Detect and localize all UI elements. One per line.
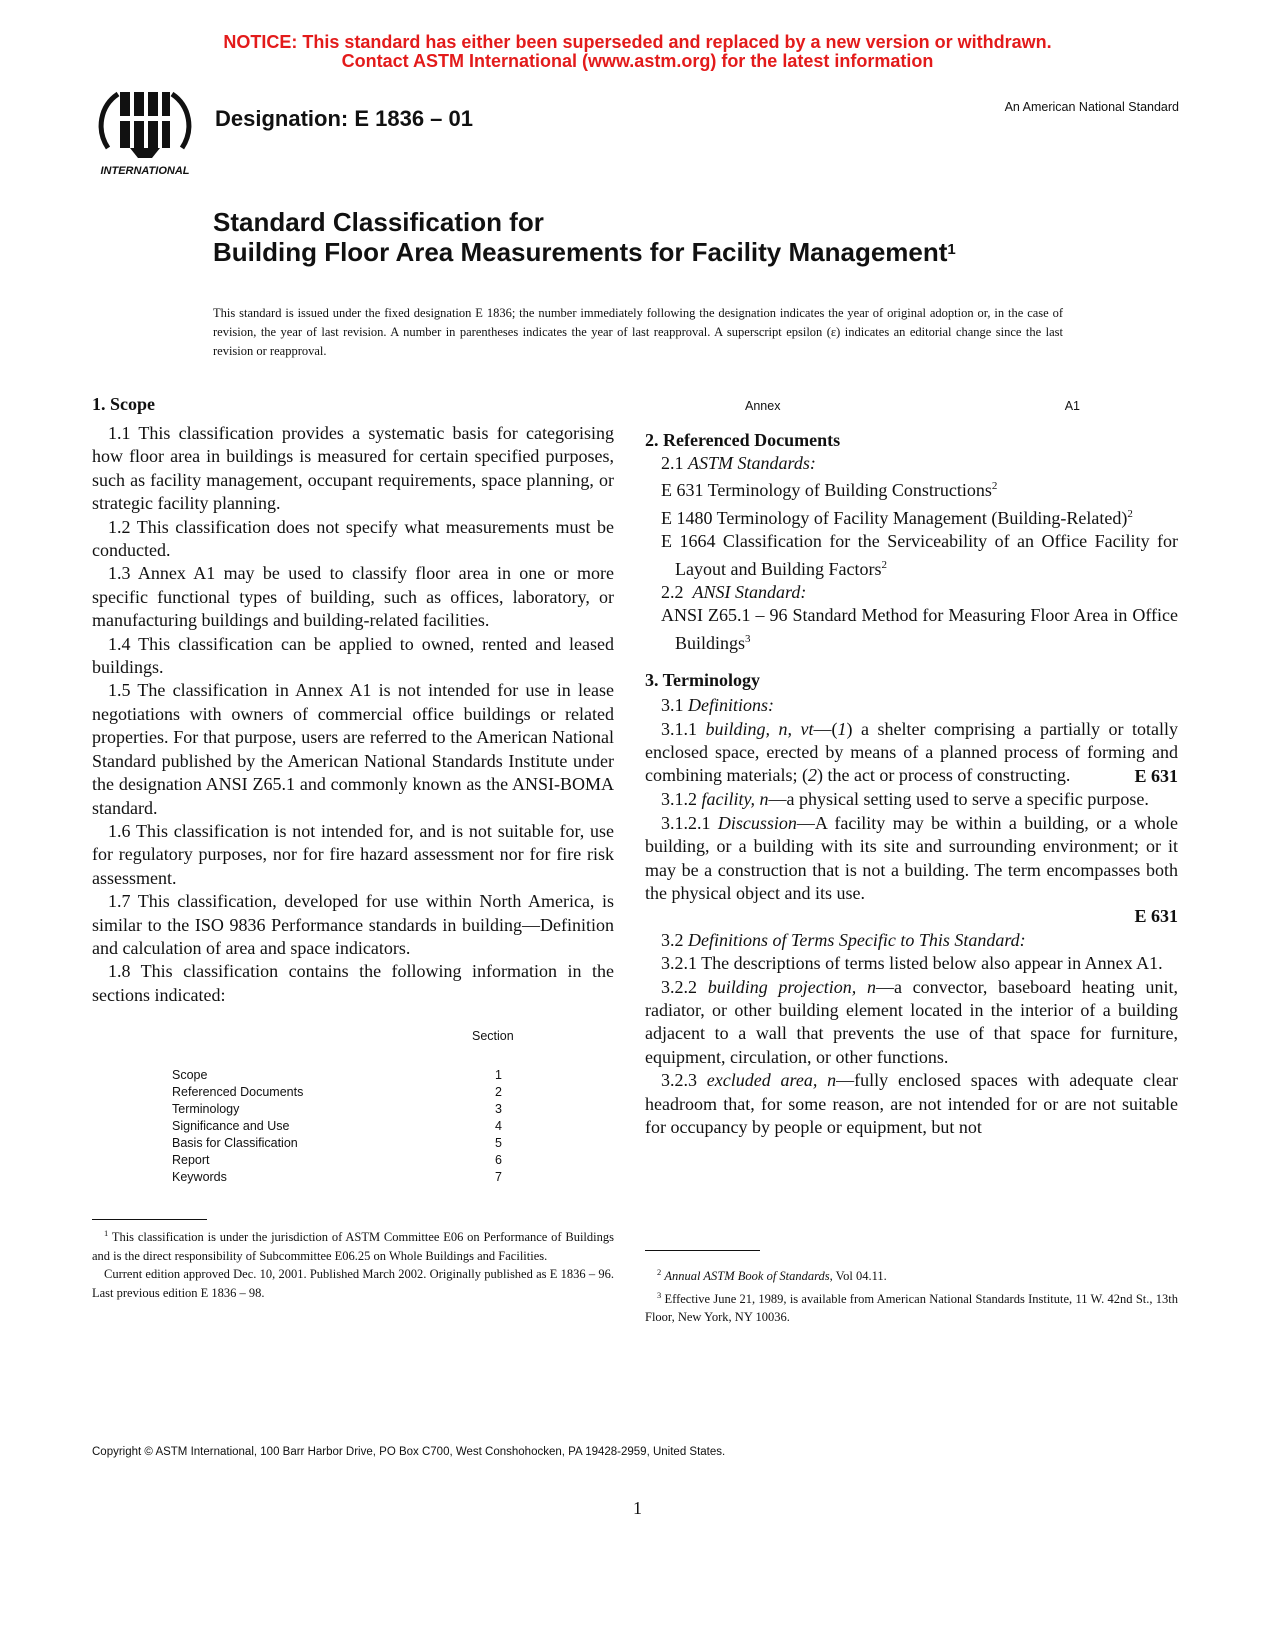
ref-e1664 xyxy=(661,530,1178,581)
ref-ansi xyxy=(661,604,1178,655)
ref-ansi-text: ANSI Z65.1 – 96 Standard Method for Measuring Floor Area in Office Buildings xyxy=(661,605,1178,653)
para-3-1-1-text-b: ) a shelter comprising a partially or totally enclosed space, erected by means of a planned process of forming and combining materials; ( xyxy=(645,718,1178,786)
document-title xyxy=(213,207,956,267)
footnote-divider xyxy=(645,1250,760,1251)
logo-international-text: INTERNATIONAL xyxy=(100,165,190,177)
para-1-6: 1.6 This classification is not intended for, and is not suitable for, use for regulatory purposes, nor for fire hazard assessment nor for fire risk assessment. xyxy=(92,820,614,888)
para-3-1-2-1-number: 3.1.2.1 xyxy=(661,812,711,833)
para-3-1-2-1 xyxy=(645,812,1178,906)
section-number: 7 xyxy=(495,1169,502,1184)
ref-e1480-text: E 1480 Terminology of Facility Management (Building-Related) xyxy=(661,507,1128,528)
title-footnote-ref: 1 xyxy=(947,241,956,258)
para-1-1: 1.1 This classification provides a systematic basis for categorising how floor area in buildings is measured for certain specified purposes, such as facility management, occupant requirements, space planning, or strategic facility planning. xyxy=(92,423,614,514)
section-number: 6 xyxy=(495,1152,502,1167)
para-3-2 xyxy=(645,929,1178,952)
footnote-3-text: Effective June 21, 1989, is available from American National Standards Institute, 11 W. 42nd St., 13th Floor, New York, NY 10036. xyxy=(645,1291,1178,1325)
designation: Designation: E 1836 – 01 xyxy=(215,106,473,131)
footnote-1-continued: Current edition approved Dec. 10, 2001. Published March 2002. Originally published as E 1836 – 96. Last previous edition E 1836 – 98. xyxy=(92,1267,614,1300)
term-building: building, n, vt xyxy=(705,718,814,739)
para-1-5: 1.5 The classification in Annex A1 is not intended for use in lease negotiations with owners of commercial office buildings or related properties. For that purpose, users are referred to the American National Standard published by the American National Standards Institute under the designation ANSI Z65.1 and commonly known as the ANSI-BOMA standard. xyxy=(92,680,614,818)
ref-e1664-fn: 2 xyxy=(881,558,887,571)
ref-e1480 xyxy=(661,503,1178,530)
annex-label: Annex xyxy=(745,399,781,413)
footnotes-left xyxy=(92,1219,614,1302)
copyright: Copyright © ASTM International, 100 Barr Harbor Drive, PO Box C700, West Conshohocken, PA 19428-2959, United States. xyxy=(92,1446,726,1458)
para-2-1-label: ASTM Standards: xyxy=(688,453,816,473)
astm-logo xyxy=(90,86,200,182)
section-number: 3 xyxy=(495,1101,502,1116)
para-3-2-3-text: —fully enclosed spaces with adequate clear headroom that, for some reason, are not intended for or are not suitable for occupancy by people or equipment, but not xyxy=(645,1070,1178,1137)
page-number: 1 xyxy=(633,1498,642,1518)
footnote-2 xyxy=(645,1263,1178,1286)
title-line-2-text: Building Floor Area Measurements for Facility Management xyxy=(213,237,948,267)
term-excluded-area: excluded area, n xyxy=(706,1070,837,1091)
para-3-2-1: 3.2.1 The descriptions of terms listed below also appear in Annex A1. xyxy=(661,953,1163,974)
table-row xyxy=(172,1101,502,1118)
footnote-1-text: This classification is under the jurisdiction of ASTM Committee E06 on Performance of Buildings and is the direct responsibility of Subcommittee E06.25 on Whole Buildings and Facilities. xyxy=(92,1230,614,1263)
ref-e631-fn: 2 xyxy=(991,480,998,493)
notice-line-2: Contact ASTM International (www.astm.org) for the latest information xyxy=(341,51,934,71)
footnote-1 xyxy=(92,1224,614,1265)
notice-line-1: NOTICE: This standard has either been superseded and replaced by a new version or withdrawn. xyxy=(223,32,1052,52)
para-3-1-2 xyxy=(645,788,1178,811)
scope-heading: 1. Scope xyxy=(92,394,155,414)
terminology-heading: 3. Terminology xyxy=(645,670,761,691)
para-2-1-number: 2.1 xyxy=(661,453,684,473)
table-row xyxy=(172,1067,502,1084)
para-3-1-1-number: 3.1.1 xyxy=(661,718,697,739)
table-row xyxy=(172,1152,502,1169)
footnote-2-text: , Vol 04.11. xyxy=(829,1269,887,1284)
source-ref-2: E 631 xyxy=(1134,906,1178,927)
section-name: Significance and Use xyxy=(172,1118,290,1133)
para-3-1-1-text-c: ) the act or process of constructing. xyxy=(816,765,1071,786)
para-3-2-number: 3.2 xyxy=(661,929,684,950)
para-3-1-2-number: 3.1.2 xyxy=(661,789,697,810)
table-row xyxy=(172,1169,502,1186)
para-2-2-label: ANSI Standard: xyxy=(692,582,807,603)
title-line-2 xyxy=(213,237,956,267)
section-name: Basis for Classification xyxy=(172,1135,298,1150)
para-3-1-2-text: —a physical setting used to serve a specific purpose. xyxy=(768,789,1149,810)
withdrawn-notice xyxy=(0,33,1275,71)
annex-value: A1 xyxy=(1064,399,1080,413)
ref-e631-text: E 631 Terminology of Building Constructions xyxy=(661,480,992,501)
term-building-projection: building projection, n xyxy=(707,976,876,997)
ref-ansi-fn: 3 xyxy=(745,632,751,645)
issued-note: This standard is issued under the fixed designation E 1836; the number immediately following the designation indicates the year of original adoption or, in the case of revision, the year of last revision. A number in parentheses indicates the year of last reapproval. A superscript epsilon (ε) indicates an editorial change since the last revision or reapproval. xyxy=(213,306,1063,358)
national-standard-label: An American National Standard xyxy=(1004,100,1179,114)
section-number: 2 xyxy=(495,1084,502,1099)
sections-table-header: Section xyxy=(472,1029,514,1044)
para-3-2-2-text: —a convector, baseboard heating unit, radiator, or other building element located in the interior of a building adjacent to a wall that prevents the use of that space for furniture, equipment, circulation, or other functions. xyxy=(645,976,1178,1067)
section-name: Terminology xyxy=(172,1101,240,1116)
para-3-2-2 xyxy=(645,976,1178,1070)
para-3-1-1-text-a: —( xyxy=(813,718,838,739)
title-line-1: Standard Classification for xyxy=(213,207,544,237)
annex-row xyxy=(645,397,1178,415)
para-1-2: 1.2 This classification does not specify what measurements must be conducted. xyxy=(92,516,614,561)
section-name: Keywords xyxy=(172,1169,227,1184)
para-1-8: 1.8 This classification contains the following information in the sections indicated: xyxy=(92,961,614,1005)
sections-table xyxy=(172,1067,502,1186)
para-3-2-2-number: 3.2.2 xyxy=(661,976,697,997)
para-3-1-1-sense-2: 2 xyxy=(807,765,817,786)
para-1-7: 1.7 This classification, developed for use within North America, is similar to the ISO 9836 Performance standards in building—Definition and calculation of area and space indicators. xyxy=(92,891,614,958)
term-discussion: Discussion xyxy=(717,812,797,833)
ref-e631 xyxy=(661,475,1178,502)
para-3-1-label: Definitions: xyxy=(688,695,774,716)
para-3-2-3 xyxy=(645,1069,1178,1139)
footnote-1-marker: 1 xyxy=(104,1228,109,1238)
para-3-2-3-number: 3.2.3 xyxy=(661,1070,697,1091)
para-2-1 xyxy=(645,452,1178,475)
footnote-2-marker: 2 xyxy=(657,1267,662,1277)
ref-e1664-text: E 1664 Classification for the Serviceability of an Office Facility for Layout and Building Factors xyxy=(661,531,1178,579)
footnote-3 xyxy=(645,1286,1178,1327)
para-3-1-1-sense-1: 1 xyxy=(837,718,847,739)
table-row xyxy=(172,1135,502,1152)
table-row xyxy=(172,1118,502,1135)
footnote-divider xyxy=(92,1219,207,1220)
footnote-2-title: Annual ASTM Book of Standards xyxy=(664,1269,830,1284)
astm-logo-icon xyxy=(90,86,200,182)
para-2-2-number: 2.2 xyxy=(661,582,684,603)
ref-e1480-fn: 2 xyxy=(1127,507,1133,520)
para-3-1-number: 3.1 xyxy=(661,695,684,716)
footnotes-right xyxy=(645,1250,1178,1327)
para-1-4: 1.4 This classification can be applied to owned, rented and leased buildings. xyxy=(92,633,614,678)
table-row xyxy=(172,1084,502,1101)
source-ref-1: E 631 xyxy=(1134,765,1178,786)
section-number: 4 xyxy=(495,1118,502,1133)
section-name: Scope xyxy=(172,1067,208,1082)
left-column xyxy=(92,393,614,1186)
para-3-2-label: Definitions of Terms Specific to This Standard: xyxy=(688,929,1026,950)
para-3-1-2-1-text: —A facility may be within a building, or a whole building, or a building with its site and surrounding environment; or it may be a construction that is not a building. The term encompasses both the physical object and its use. xyxy=(645,812,1178,903)
para-1-3: 1.3 Annex A1 may be used to classify floor area in one or more specific functional types of building, such as offices, laboratory, or manufacturing buildings and building-related facilities. xyxy=(92,563,614,631)
section-number: 1 xyxy=(495,1067,502,1082)
term-facility: facility, n xyxy=(701,789,769,810)
para-2-2 xyxy=(645,581,1178,604)
footnote-3-marker: 3 xyxy=(657,1289,662,1300)
section-name: Report xyxy=(172,1152,210,1167)
right-column xyxy=(645,397,1178,1139)
section-number: 5 xyxy=(495,1135,502,1150)
referenced-heading: 2. Referenced Documents xyxy=(645,430,841,450)
para-3-1 xyxy=(645,694,1178,717)
section-name: Referenced Documents xyxy=(172,1084,304,1099)
